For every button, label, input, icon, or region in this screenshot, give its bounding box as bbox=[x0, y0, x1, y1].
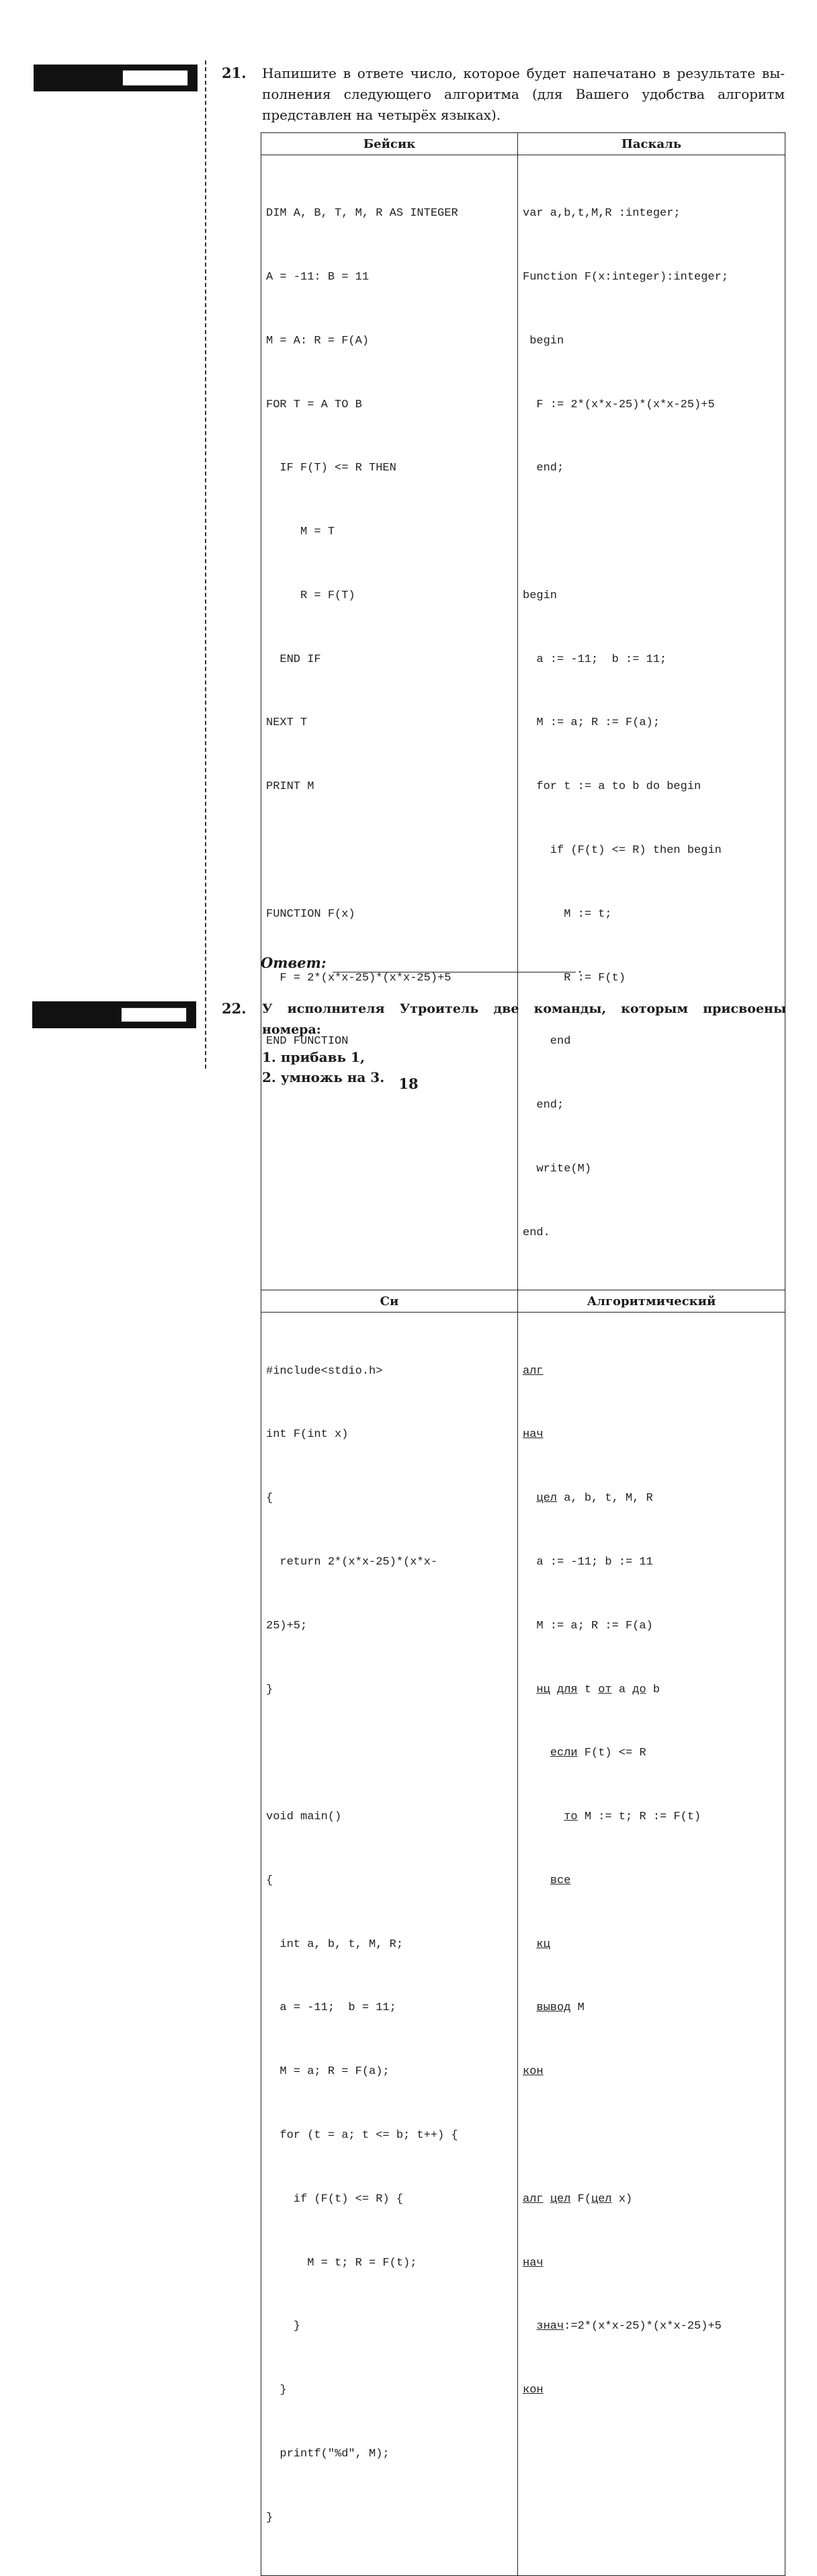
cell-c bbox=[261, 1313, 518, 2575]
code-line bbox=[523, 2316, 781, 2337]
keyword-cel: цел bbox=[536, 1492, 558, 1505]
code-line bbox=[523, 1488, 781, 1509]
code-line: printf("%d", M); bbox=[266, 2447, 390, 2460]
command-1: 1. прибавь 1, bbox=[262, 1049, 365, 1065]
header-basic: Бейсик bbox=[261, 133, 518, 155]
code-line bbox=[523, 2253, 781, 2274]
keyword-kon: кон bbox=[523, 2384, 544, 2397]
code-line bbox=[266, 840, 513, 862]
code-line bbox=[523, 2061, 781, 2083]
code-line: end. bbox=[523, 1226, 550, 1239]
header-c: Си bbox=[261, 1290, 518, 1313]
function-name: F( bbox=[570, 2192, 592, 2206]
code-line: M = a; R = F(a); bbox=[266, 2065, 390, 2079]
question-21-line-1: Напишите в ответе число, которое будет напечатано в результате вы- bbox=[262, 65, 785, 81]
code-line: end bbox=[523, 1035, 571, 1048]
code-line: IF F(T) <= R THEN bbox=[266, 462, 396, 475]
output-variable: M bbox=[570, 2001, 585, 2015]
keyword-to: то bbox=[564, 1811, 578, 1824]
code-line: FUNCTION F(x) bbox=[266, 907, 355, 921]
cell-pascal bbox=[518, 155, 785, 1290]
code-line: a := -11; b := 11 bbox=[523, 1556, 653, 1569]
code-line bbox=[523, 1743, 781, 1764]
code-line: 25)+5; bbox=[266, 1619, 308, 1632]
code-line: M := a; R := F(a) bbox=[523, 1619, 653, 1632]
code-line: for t := a to b do begin bbox=[523, 780, 701, 794]
keyword-alg: алг bbox=[523, 2192, 544, 2206]
cell-basic bbox=[261, 155, 518, 1290]
code-line bbox=[523, 1934, 781, 1956]
code-line: end; bbox=[523, 462, 564, 475]
keyword-nach: нач bbox=[523, 1428, 544, 1442]
code-line: FOR T = A TO B bbox=[266, 398, 362, 411]
function-param: x) bbox=[611, 2192, 633, 2206]
keyword-nach: нач bbox=[523, 2256, 544, 2270]
code-line: Function F(x:integer):integer; bbox=[523, 270, 729, 284]
code-line: M = T bbox=[266, 526, 335, 539]
keyword-esli: если bbox=[550, 1747, 578, 1760]
question-21-number: 21. bbox=[222, 65, 247, 81]
question-22-block bbox=[262, 999, 786, 1087]
code-line: NEXT T bbox=[266, 716, 308, 730]
keyword-ot: от bbox=[598, 1683, 612, 1696]
keyword-kc: кц bbox=[536, 1938, 550, 1951]
header-pascal: Паскаль bbox=[518, 133, 785, 155]
algorithm-table bbox=[261, 132, 785, 2576]
command-2: 2. умножь на 3. bbox=[262, 1069, 385, 1085]
code-line: int a, b, t, M, R; bbox=[266, 1938, 404, 1951]
code-line: F := 2*(x*x-25)*(x*x-25)+5 bbox=[523, 398, 715, 411]
code-line bbox=[523, 2380, 781, 2401]
answer-label: Ответ: bbox=[261, 954, 327, 971]
code-line bbox=[523, 1997, 781, 2019]
keyword-kon: кон bbox=[523, 2065, 544, 2079]
loop-to: b bbox=[646, 1683, 660, 1696]
code-line bbox=[523, 2189, 781, 2210]
keyword-cel: цел bbox=[591, 2192, 612, 2206]
code-line: #include<stdio.h> bbox=[266, 1364, 383, 1378]
code-line: M := t; bbox=[523, 907, 612, 921]
code-line: END FUNCTION bbox=[266, 1035, 349, 1048]
code-line bbox=[266, 1743, 513, 1764]
keyword-nc: нц bbox=[536, 1683, 550, 1696]
code-line bbox=[523, 1361, 781, 1382]
code-pascal bbox=[523, 161, 781, 1286]
answer-dot: . bbox=[578, 960, 583, 976]
keyword-alg: алг bbox=[523, 1364, 544, 1378]
code-line: for (t = a; t <= b; t++) { bbox=[266, 2129, 458, 2143]
question-21-line-3: представлен на четырёх языках). bbox=[262, 107, 501, 123]
code-line: } bbox=[266, 2320, 301, 2333]
keyword-vse: все bbox=[550, 1874, 571, 1887]
code-line: A = -11: B = 11 bbox=[266, 270, 370, 284]
code-line: if (F(t) <= R) then begin bbox=[523, 844, 722, 857]
loop-from: a bbox=[611, 1683, 633, 1696]
code-line bbox=[523, 1806, 781, 1828]
code-line bbox=[523, 1679, 781, 1701]
code-line: M = t; R = F(t); bbox=[266, 2256, 417, 2270]
keyword-cel: цел bbox=[550, 2192, 571, 2206]
answer-box-22 bbox=[32, 1001, 196, 1028]
header-algorithmic: Алгоритмический bbox=[518, 1290, 785, 1313]
loop-variable: t bbox=[577, 1683, 599, 1696]
code-line: begin bbox=[523, 334, 564, 347]
answer-cell-21[interactable] bbox=[122, 70, 188, 86]
code-line: return 2*(x*x-25)*(x*x- bbox=[266, 1556, 438, 1569]
answer-box-21 bbox=[34, 65, 198, 91]
code-line bbox=[523, 1424, 781, 1446]
cell-algorithmic bbox=[518, 1313, 785, 2575]
keyword-dlya: для bbox=[557, 1683, 578, 1696]
code-line: a = -11; b = 11; bbox=[266, 2001, 396, 2015]
code-line: { bbox=[266, 1874, 273, 1887]
question-22-number: 22. bbox=[222, 1000, 247, 1017]
code-line: } bbox=[266, 2384, 287, 2397]
then-body: M := t; R := F(t) bbox=[577, 1811, 701, 1824]
code-algorithmic bbox=[523, 1318, 781, 2443]
code-line: M := a; R := F(a); bbox=[523, 716, 660, 730]
code-line: begin bbox=[523, 589, 558, 602]
question-22-text: У исполнителя Утроитель две команды, которым присвоены номера: bbox=[262, 1001, 786, 1037]
code-line: if (F(t) <= R) { bbox=[266, 2192, 404, 2206]
code-line: void main() bbox=[266, 1811, 342, 1824]
condition: F(t) <= R bbox=[577, 1747, 646, 1760]
margin-cut-line bbox=[205, 60, 206, 1069]
code-line bbox=[523, 522, 781, 543]
code-line: M = A: R = F(A) bbox=[266, 334, 370, 347]
code-line: R = F(T) bbox=[266, 589, 355, 602]
code-line: F = 2*(x*x-25)*(x*x-25)+5 bbox=[266, 971, 452, 985]
question-21-text bbox=[262, 63, 785, 126]
code-line: DIM A, B, T, M, R AS INTEGER bbox=[266, 207, 458, 220]
code-line: int F(int x) bbox=[266, 1428, 349, 1442]
code-c bbox=[266, 1318, 513, 2571]
code-line: } bbox=[266, 2511, 273, 2524]
code-line: } bbox=[266, 1683, 273, 1696]
code-line bbox=[523, 2125, 781, 2147]
code-line: write(M) bbox=[523, 1162, 592, 1175]
keyword-znach: знач bbox=[536, 2320, 564, 2333]
function-body: :=2*(x*x-25)*(x*x-25)+5 bbox=[564, 2320, 722, 2333]
answer-cell-22[interactable] bbox=[121, 1007, 187, 1022]
code-line: end; bbox=[523, 1099, 564, 1112]
code-line: a := -11; b := 11; bbox=[523, 653, 667, 666]
code-line bbox=[523, 1870, 781, 1892]
code-line: R := F(t) bbox=[523, 971, 626, 985]
declared-variables: a, b, t, M, R bbox=[557, 1492, 653, 1505]
keyword-do: до bbox=[632, 1683, 646, 1696]
code-line: { bbox=[266, 1492, 273, 1505]
code-line: var a,b,t,M,R :integer; bbox=[523, 207, 681, 220]
question-21-line-2: полнения следующего алгоритма (для Вашего удобства алгоритм bbox=[262, 86, 785, 102]
page-number: 18 bbox=[398, 1075, 419, 1092]
keyword-vyvod: вывод bbox=[536, 2001, 571, 2015]
code-line: PRINT M bbox=[266, 780, 314, 794]
code-line: END IF bbox=[266, 653, 321, 666]
